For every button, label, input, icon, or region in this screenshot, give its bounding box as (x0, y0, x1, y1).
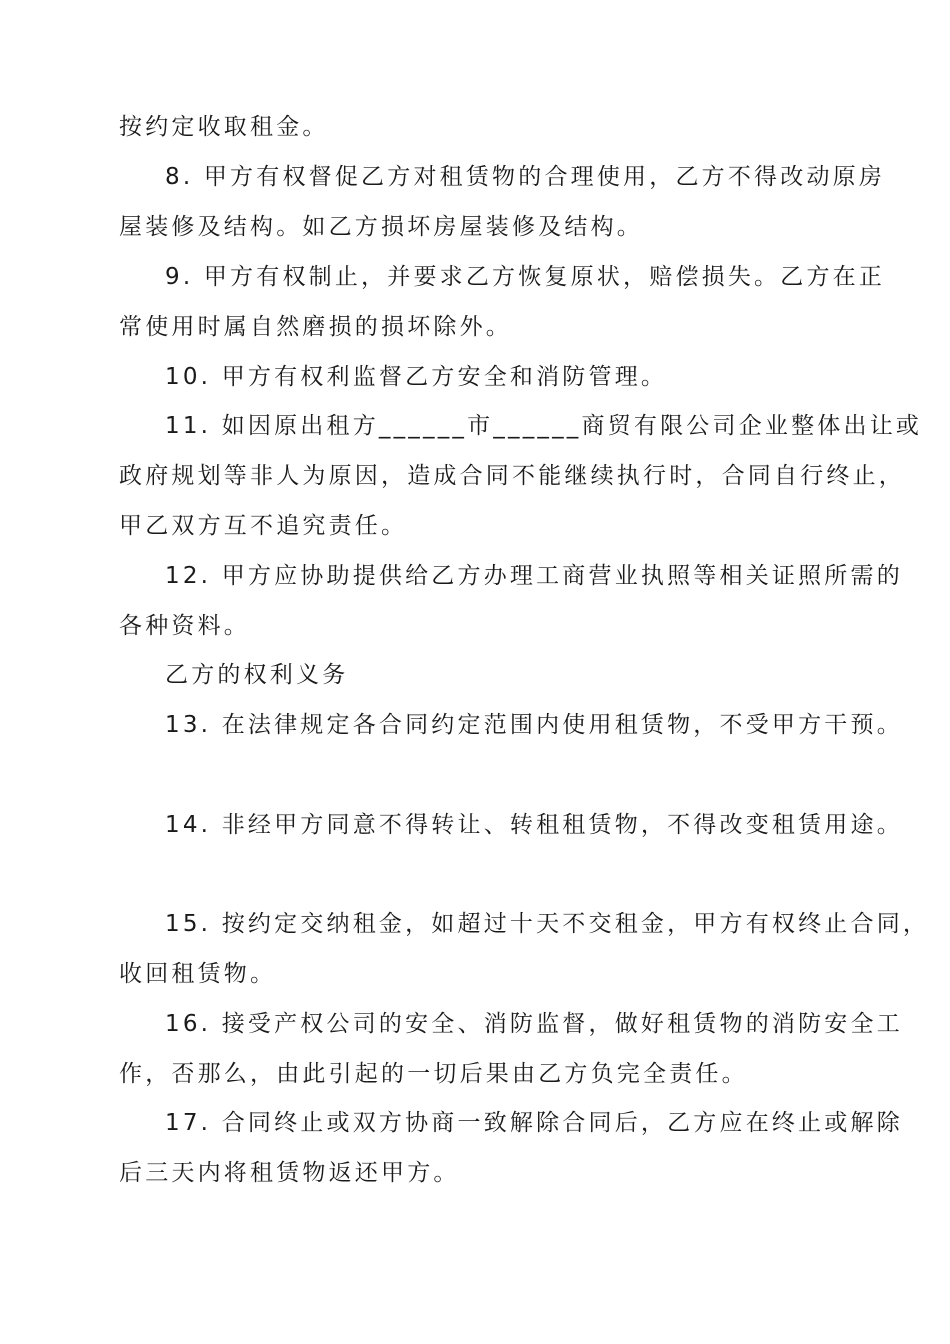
clause-8-line-1: 8. 甲方有权督促乙方对租赁物的合理使用，乙方不得改动原房 (165, 164, 886, 190)
clause-11-line-2: 政府规划等非人为原因，造成合同不能继续执行时，合同自行终止， (119, 463, 905, 489)
clause-11-line-3: 甲乙双方互不追究责任。 (119, 513, 408, 539)
clause-10: 10. 甲方有权利监督乙方安全和消防管理。 (165, 364, 668, 390)
clause-16-line-1: 16. 接受产权公司的安全、消防监督，做好租赁物的消防安全工 (165, 1011, 903, 1037)
clause-16-line-2: 作，否那么，由此引起的一切后果由乙方负完全责任。 (119, 1061, 748, 1087)
clause-17-line-1: 17. 合同终止或双方协商一致解除合同后，乙方应在终止或解除 (165, 1110, 903, 1136)
clause-15-line-1: 15. 按约定交纳租金，如超过十天不交租金，甲方有权终止合同， (165, 911, 930, 937)
clause-12-line-1: 12. 甲方应协助提供给乙方办理工商营业执照等相关证照所需的 (165, 563, 903, 589)
clause-15-line-2: 收回租赁物。 (119, 961, 277, 987)
clause-14: 14. 非经甲方同意不得转让、转租租赁物，不得改变租赁用途。 (165, 812, 903, 838)
clause-9-line-2: 常使用时属自然磨损的损坏除外。 (119, 314, 512, 340)
clause-17-line-2: 后三天内将租赁物返还甲方。 (119, 1160, 460, 1186)
clause-13: 13. 在法律规定各合同约定范围内使用租赁物，不受甲方干预。 (165, 712, 903, 738)
text-line: 按约定收取租金。 (119, 114, 329, 140)
clause-9-line-1: 9. 甲方有权制止，并要求乙方恢复原状，赔偿损失。乙方在正 (165, 264, 886, 290)
clause-8-line-2: 屋装修及结构。如乙方损坏房屋装修及结构。 (119, 214, 643, 240)
clause-12-line-2: 各种资料。 (119, 613, 250, 639)
clause-11-line-1: 11. 如因原出租方______市______商贸有限公司企业整体出让或 (165, 413, 923, 439)
section-heading: 乙方的权利义务 (165, 662, 349, 688)
